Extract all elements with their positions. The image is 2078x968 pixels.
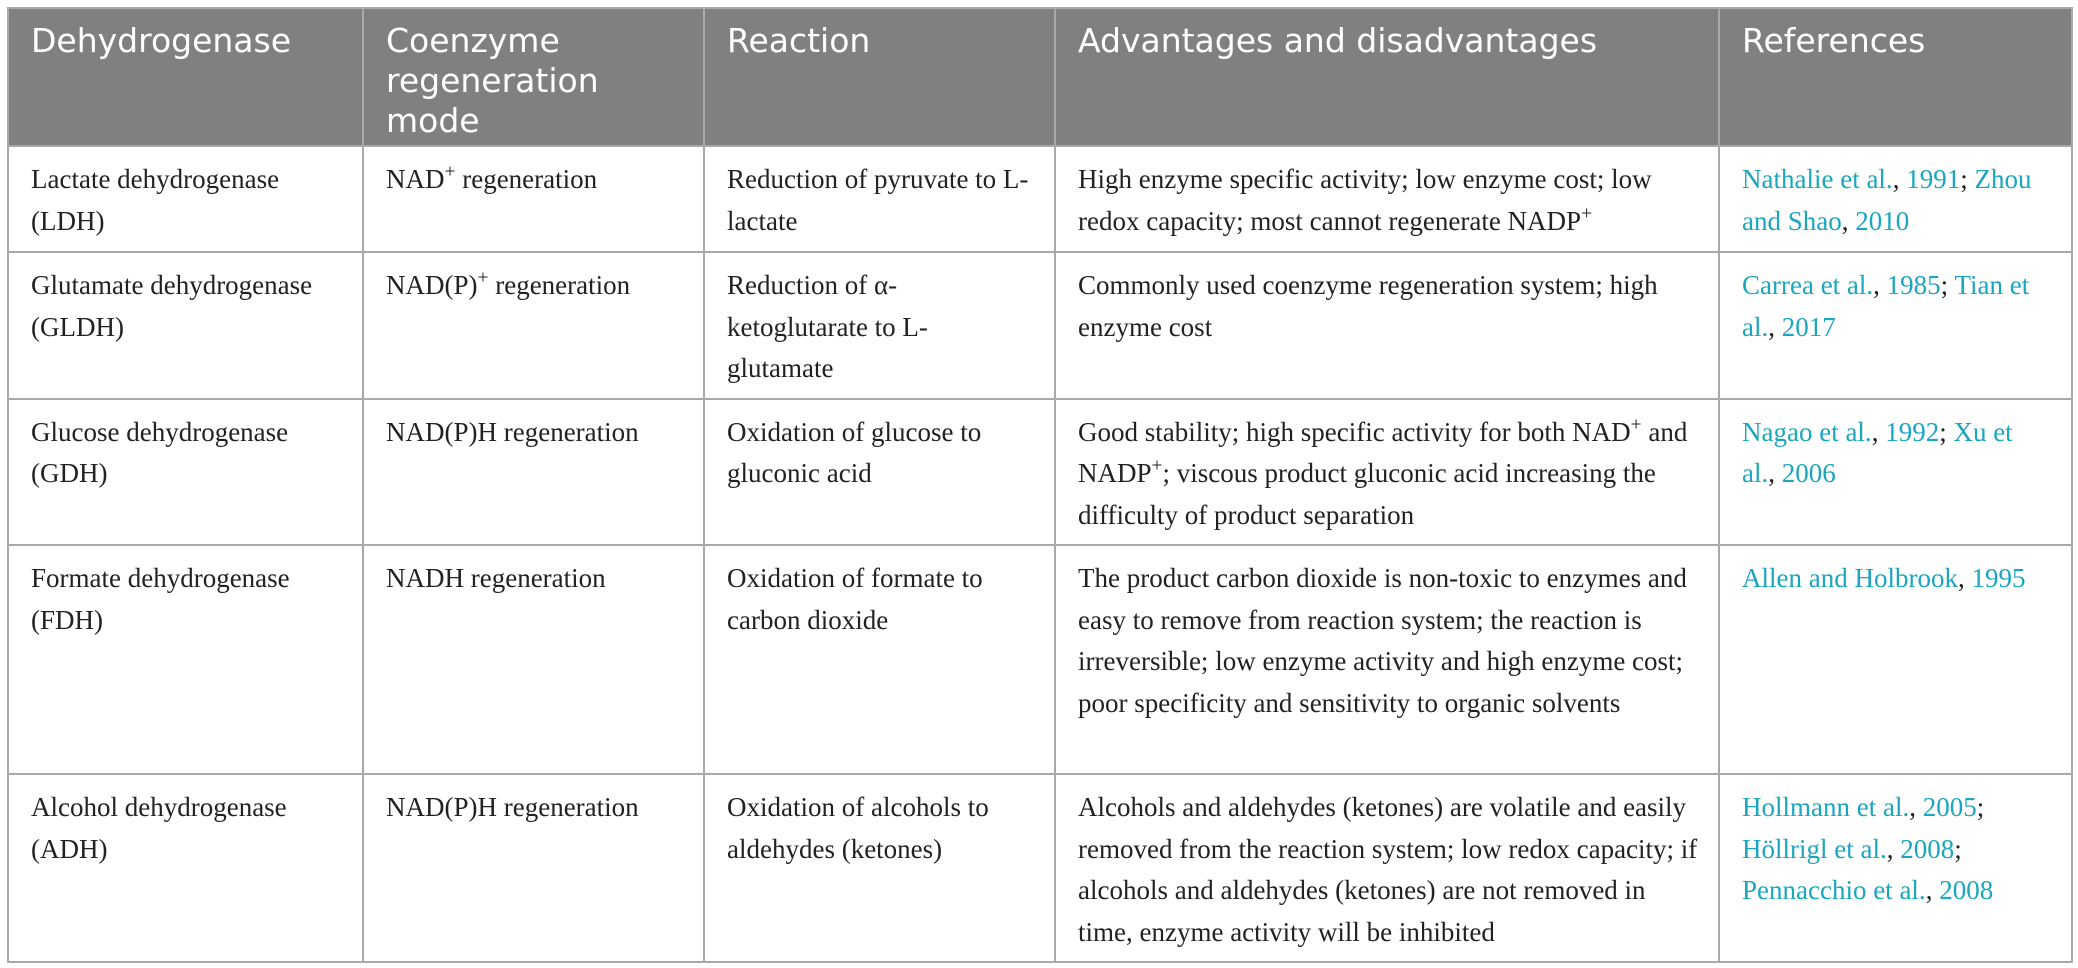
table-row bbox=[8, 545, 2072, 774]
cell-dehydrogenase: Formate dehydrogenase (FDH) bbox=[8, 545, 363, 774]
reference-link[interactable]: Xu et al., 2006 bbox=[1742, 416, 2013, 488]
cell-reaction: Reduction of α-ketoglutarate to L-glutamate bbox=[704, 252, 1055, 399]
cell-references: Hollmann et al., 2005; Höllrigl et al., 2008; Pennacchio et al., 2008 bbox=[1719, 774, 2072, 962]
mode-text: regeneration bbox=[455, 164, 598, 194]
reference-link[interactable]: Pennacchio et al., 2008 bbox=[1742, 875, 1994, 905]
reference-link[interactable]: Höllrigl et al., 2008 bbox=[1742, 833, 1955, 864]
reference-link[interactable]: Hollmann et al., 2005 bbox=[1742, 792, 1977, 822]
reference-link[interactable]: Nagao et al., 1992 bbox=[1742, 416, 1940, 447]
cell-mode bbox=[363, 146, 704, 252]
advantages-text: Good stability; high specific activity for both NAD bbox=[1078, 416, 1631, 447]
dehydrogenase-table bbox=[7, 7, 2073, 963]
cell-dehydrogenase: Lactate dehydrogenase (LDH) bbox=[8, 146, 363, 252]
cell-advantages: Commonly used coenzyme regeneration system; high enzyme cost bbox=[1055, 252, 1719, 399]
cell-dehydrogenase: Alcohol dehydrogenase (ADH) bbox=[8, 774, 363, 962]
cell-advantages bbox=[1055, 399, 1719, 546]
mode-text: NAD(P) bbox=[386, 270, 478, 300]
header-row bbox=[8, 8, 2072, 146]
superscript: + bbox=[477, 267, 489, 289]
cell-advantages: The product carbon dioxide is non-toxic to enzymes and easy to remove from reaction system; the reaction is irreversible; low enzyme activity and high enzyme cost; poor specificity and sensitivity to organic solvents bbox=[1055, 545, 1719, 774]
cell-references bbox=[1719, 545, 2072, 774]
table-row bbox=[8, 252, 2072, 399]
superscript: + bbox=[444, 161, 456, 183]
header-reaction: Reaction bbox=[704, 8, 1055, 146]
cell-advantages bbox=[1055, 146, 1719, 252]
superscript: + bbox=[1581, 202, 1593, 224]
reference-link[interactable]: Tian et al., 2017 bbox=[1742, 270, 2030, 342]
cell-references: Nagao et al., 1992; Xu et al., 2006 bbox=[1719, 399, 2072, 546]
superscript: + bbox=[1151, 455, 1163, 477]
cell-references: Nathalie et al., 1991; Zhou and Shao, 2010 bbox=[1719, 146, 2072, 252]
mode-text: regeneration bbox=[488, 270, 631, 300]
header-references: References bbox=[1719, 8, 2072, 146]
advantages-text: and NADP bbox=[1078, 416, 1688, 488]
advantages-text: High enzyme specific activity; low enzyme cost; low redox capacity; most cannot regenerate NADP bbox=[1078, 164, 1652, 236]
cell-mode: NAD(P)H regeneration bbox=[363, 399, 704, 546]
reference-link[interactable]: Carrea et al., 1985 bbox=[1742, 270, 1941, 300]
cell-advantages: Alcohols and aldehydes (ketones) are volatile and easily removed from the reaction system; low redox capacity; if alcohols and aldehydes (ketones) are not removed in time, enzyme activity will be inhibited bbox=[1055, 774, 1719, 962]
cell-reaction: Oxidation of formate to carbon dioxide bbox=[704, 545, 1055, 774]
cell-dehydrogenase: Glutamate dehydrogenase (GLDH) bbox=[8, 252, 363, 399]
header-dehydrogenase: Dehydrogenase bbox=[8, 8, 363, 146]
table-row bbox=[8, 146, 2072, 252]
cell-mode: NAD(P)H regeneration bbox=[363, 774, 704, 962]
cell-dehydrogenase: Glucose dehydrogenase (GDH) bbox=[8, 399, 363, 546]
advantages-text: ; viscous product gluconic acid increasing the difficulty of product separation bbox=[1078, 458, 1656, 530]
table-row bbox=[8, 774, 2072, 962]
cell-references: Carrea et al., 1985; Tian et al., 2017 bbox=[1719, 252, 2072, 399]
mode-text: NAD bbox=[386, 164, 445, 194]
reference-link[interactable]: Nathalie et al., 1991 bbox=[1742, 164, 1961, 194]
cell-reaction: Oxidation of alcohols to aldehydes (ketones) bbox=[704, 774, 1055, 962]
superscript: + bbox=[1630, 413, 1642, 435]
cell-reaction: Oxidation of glucose to gluconic acid bbox=[704, 399, 1055, 546]
cell-mode bbox=[363, 252, 704, 399]
reference-link[interactable]: Allen and Holbrook, 1995 bbox=[1742, 563, 2026, 593]
header-coenzyme-mode: Coenzyme regeneration mode bbox=[363, 8, 704, 146]
reference-link[interactable]: Zhou and Shao, 2010 bbox=[1742, 164, 2032, 236]
table-row bbox=[8, 399, 2072, 546]
cell-reaction: Reduction of pyruvate to L-lactate bbox=[704, 146, 1055, 252]
header-advantages: Advantages and disadvantages bbox=[1055, 8, 1719, 146]
cell-mode: NADH regeneration bbox=[363, 545, 704, 774]
